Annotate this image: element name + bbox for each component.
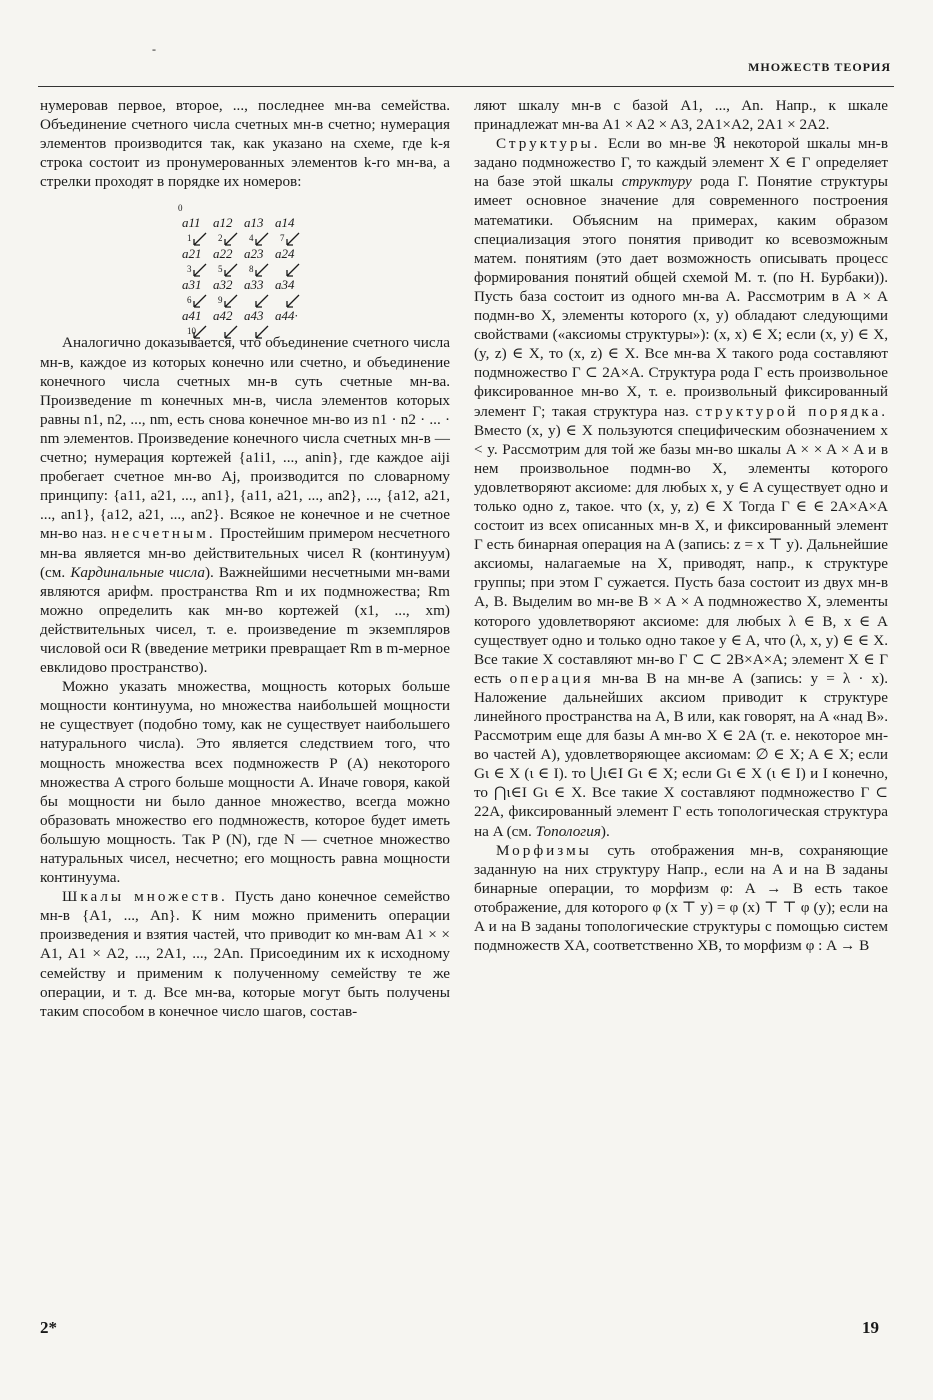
paragraph: Структуры. Если во мн-ве ℜ некоторой шкалы мн-в задано подмножество Г, то каждый элемент X ∈ Г определяет на базе этой шкалы структуру рода Г. Понятие структуры имеет основное значение для современного построения математики. Объясним на примерах, каким образом специализация этого понятия приводит ко всевозможным матем. понятиям (это дает возможность описывать процесс формирования понятий общей схемой М. т. (по Н. Бурбаки)). Пусть база состоит из одного мн-ва A. Рассмотрим в A × A подмн-во X, элементы которого (x, y) обладают следующими свойствами («аксиомы структуры»): (x, x) ∈ X; если (x, y) ∈ X, (y, z) ∈ X, то (x, z) ∈ X. Все мн-ва X такого рода составляют подмножество Г ⊂ 2A×A. Структура рода Г есть произвольное фиксированное мн-во X, т. е. произвольный фиксированный элемент Г; такая структура наз. структурой порядка. Вместо (x, y) ∈ X пользуются специфическим обозначением x < y. Рассмотрим для той же базы мн-во шкалы A × × A × A и в нем произвольное подмн-во X, элементы которого удовлетворяют аксиоме: для любых x, y ∈ A существует одно и только одно z, такое. что (x, y, z) ∈ X Тогда Г ∈ ∈ 2A×A×A состоит из всех описанных мн-в X, и фиксированный элемент Г есть бинарная операция на A (запись: z = x ⊤ y). Дальнейшие аксиомы, налагаемые на X, приводят, напр., к структуре группы; при этом Г сужается. Пусть база состоит из двух мн-в A, B. Выделим во мн-ве B × A × A подмножество X, элементы которого удовлетворяют аксиоме: для любых λ ∈ B, x ∈ A существует одно и только одно такое y ∈ A, что (λ, x, y) ∈ ∈ X. Все такие X составляют мн-во Г ⊂ ⊂ 2B×A×A; элемент X ∈ Г есть операция мн-ва B на мн-ве A (запись: y = λ · x). Наложение дальнейших аксиом приводит к структуре линейного пространства на A, B или, как говорят, на A «над B». Рассмотрим еще для базы A мн-во X ∈ 2A (т. е. некоторое мн-во частей A), удовлетворяющее аксиомам: ∅ ∈ X; A ∈ X; если Gι ∈ X (ι ∈ I). то ⋃ι∈I Gι ∈ X; если Gι ∈ X (ι ∈ I) и I конечно, то ⋂ι∈I Gι ∈ X. Все такие X составляют подмножество Г ⊂ 22A, фиксированный элемент Г есть топологическая структура на A (см. Топология). bbox=[474, 135, 889, 840]
scheme-number: 9 bbox=[218, 295, 223, 306]
scheme-element: a31 bbox=[182, 277, 202, 293]
term: операция bbox=[509, 669, 594, 687]
scheme-diagram bbox=[40, 197, 450, 337]
scheme-number: 6 bbox=[187, 295, 192, 306]
term: структурой порядка. bbox=[695, 402, 888, 420]
paragraph: Аналогично доказывается, что объединение счетного числа мн-в, каждое из которых конечно или счетно, и объединение конечного числа счетных мн-в суть счетные мн-ва. Произведение m конечных мн-в, числа элементов которых равны n1, n2, ..., nm, есть снова конечное мн-во из n1 · n2 · ... · nm элементов. Произведение конечного числа счетных мн-в — счетно; нумерация кортежей {a1i1, ..., anin}, где каждое aiji пробегает счетное мн-во Aj, производится по словарному принципу: {a11, a21, ..., an1}, {a11, a21, ..., an2}, ..., {a12, a21, ..., an1}, {a12, a21, ..., an2}. Всякое не конечное и не счетное мн-во наз. несчетным. Простейшим примером несчетного мн-ва является мн-во действительных чисел R (континуум) (см. Кардинальные числа). Важнейшими несчетными мн-вами являются арифм. пространства Rm и их подмножества; Rm можно определить как мн-во кортежей (x1, ..., xm) действительных чисел, т. е. произведение m экземпляров числовой оси R (введение метрики превращает Rm в m-мерное евклидово пространство). bbox=[40, 334, 451, 677]
scheme-element: a43 bbox=[244, 308, 264, 324]
scheme-arrow bbox=[287, 264, 299, 276]
scheme-element: a34 bbox=[275, 277, 295, 293]
scheme-number: 7 bbox=[280, 233, 285, 244]
scheme-element: a23 bbox=[244, 246, 264, 262]
scheme-number: 1 bbox=[187, 233, 192, 244]
scheme-arrow bbox=[194, 233, 206, 245]
scheme-element: a12 bbox=[213, 215, 233, 231]
cross-reference: Кардинальные числа bbox=[70, 563, 205, 581]
scheme-arrow bbox=[256, 295, 268, 307]
scheme-element: a32 bbox=[213, 277, 233, 293]
paragraph: ляют шкалу мн-в с базой A1, ..., An. Напр., к шкале принадлежат мн-ва A1 × A2 × A3, 2A1×A2, 2A1 × 2A2. bbox=[474, 97, 888, 134]
scheme-element: a42 bbox=[213, 308, 233, 324]
term: несчетным. bbox=[111, 525, 216, 543]
scheme-arrow bbox=[256, 233, 268, 245]
right-column bbox=[474, 96, 888, 955]
scheme-number: 3 bbox=[187, 264, 192, 275]
scheme-arrow bbox=[225, 233, 237, 245]
scheme-element: a14 bbox=[275, 215, 295, 231]
scheme-number: 8 bbox=[249, 264, 254, 275]
scheme-number: 0 bbox=[178, 203, 183, 214]
scheme-arrow bbox=[256, 264, 268, 276]
section-heading: Шкалы множеств. bbox=[62, 888, 228, 906]
section-heading: Морфизмы bbox=[496, 841, 592, 859]
scheme-element: a33 bbox=[244, 277, 264, 293]
scheme-element: a24 bbox=[275, 246, 295, 262]
scheme-arrow bbox=[194, 264, 206, 276]
paragraph: Морфизмы суть отображения мн-в, сохраняющие заданную на них структуру Напр., если на A и на B заданы бинарные операции, то морфизм φ: A → B есть такое отображение, для которого φ (x ⊤ y) = φ (x) ⊤ ⊤ φ (y); если на A и на B заданы топологические структуры с помощью систем подмножеств XA, соответственно XB, то морфизм φ : A → B bbox=[474, 841, 888, 955]
scheme-arrow bbox=[287, 233, 299, 245]
top-mark: - bbox=[152, 42, 156, 56]
cross-reference: Топология bbox=[535, 822, 601, 840]
enumeration-scheme bbox=[40, 197, 450, 337]
signature-mark: 2* bbox=[40, 1318, 57, 1337]
page-number: 19 bbox=[862, 1318, 879, 1337]
scheme-arrow bbox=[225, 295, 237, 307]
header-rule bbox=[38, 86, 894, 87]
scheme-number: 10 bbox=[187, 326, 196, 337]
scheme-arrow bbox=[287, 295, 299, 307]
left-column bbox=[40, 96, 450, 1021]
section-heading: Структуры. bbox=[496, 135, 601, 153]
scheme-arrow bbox=[225, 264, 237, 276]
scheme-element: a11 bbox=[182, 215, 201, 231]
scheme-arrow bbox=[194, 295, 206, 307]
scheme-number: 4 bbox=[249, 233, 254, 244]
scheme-element: a44· bbox=[275, 308, 298, 324]
scheme-number: 5 bbox=[218, 264, 223, 275]
scheme-element: a13 bbox=[244, 215, 264, 231]
scheme-element: a22 bbox=[213, 246, 233, 262]
scheme-element: a41 bbox=[182, 308, 202, 324]
term: структуру bbox=[621, 173, 692, 191]
scheme-number: 2 bbox=[218, 233, 223, 244]
scheme-element: a21 bbox=[182, 246, 202, 262]
running-title: МНОЖЕСТВ ТЕОРИЯ bbox=[748, 60, 891, 74]
paragraph: нумеровав первое, второе, ..., последнее мн-ва семейства. Объединение счетного числа счетных мн-в счетно; нумерация элементов производится так, как указано на схеме, где k-я строка состоит из пронумерованных элементов k-го мн-ва, а стрелки проходят в порядке их номеров: bbox=[40, 97, 450, 191]
paragraph: Можно указать множества, мощность которых больше мощности континуума, но множества наибольшей мощности не существует (подобно тому, как не существует наибольшего натурального числа). Это является следствием того, что мощность множества всех подмножеств P (A) некоторого множества A строго больше мощности A. Иначе говоря, какой бы мощности ни было данное множество, всегда можно образовать множество его подмножеств, которое будет иметь большую мощность. Так P (N), где N — счетное множество натуральных чисел, несчетно; его мощность равна мощности континуума. bbox=[40, 678, 450, 887]
paragraph: Шкалы множеств. Пусть дано конечное семейство мн-в {A1, ..., An}. К ним можно применить операции произведения и взятия частей, что приводит ко мн-вам A1 × × A1, A1 × A2, ..., 2A1, ..., 2An. Присоединим их к исходному семейству и применим к полученному семейству те же операции, и т. д. Все мн-ва, которые могут быть получены таким способом в конечное число шагов, состав- bbox=[40, 888, 451, 1020]
